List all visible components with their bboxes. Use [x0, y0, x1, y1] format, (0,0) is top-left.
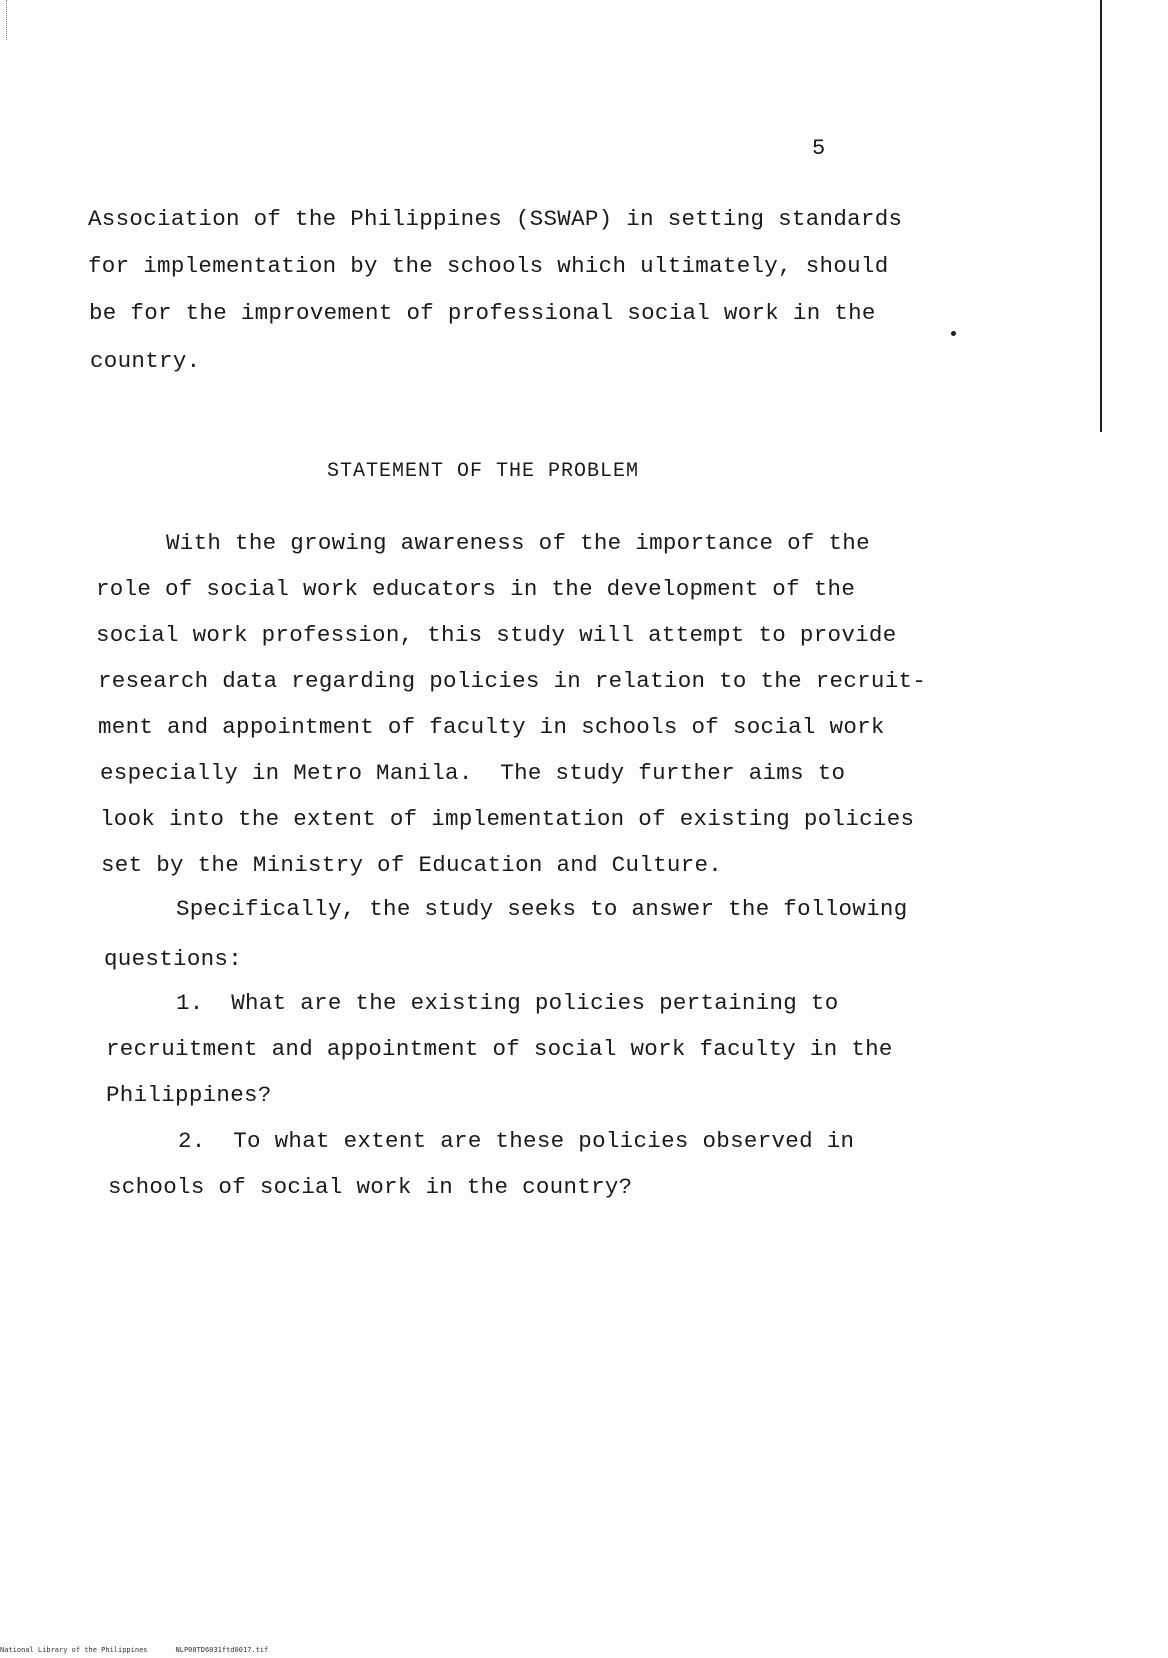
continuation-line: for implementation by the schools which ultimately, should [88, 253, 889, 279]
footer-library: National Library of the Philippines [0, 1646, 148, 1654]
question-line: Philippines? [106, 1082, 272, 1108]
question-line: 1. What are the existing policies pertaining to [176, 990, 839, 1016]
scan-edge-mark [6, 0, 13, 40]
continuation-line: country. [90, 348, 201, 374]
paragraph-line: With the growing awareness of the importance of the [166, 530, 870, 556]
section-heading: STATEMENT OF THE PROBLEM [327, 460, 640, 483]
paragraph-line: research data regarding policies in relation to the recruit- [98, 668, 927, 694]
question-line: recruitment and appointment of social work faculty in the [106, 1036, 893, 1062]
scan-footer [0, 1646, 268, 1654]
continuation-line: Association of the Philippines (SSWAP) in setting standards [88, 206, 903, 232]
margin-rule [1100, 0, 1102, 432]
stray-mark [951, 331, 956, 336]
paragraph-line: role of social work educators in the development of the [96, 576, 856, 602]
paragraph-line: especially in Metro Manila. The study further aims to [100, 760, 846, 786]
paragraph-line: set by the Ministry of Education and Culture. [101, 852, 723, 878]
footer-filename: NLP00TD6031ftd0017.tif [175, 1646, 269, 1654]
page-number: 5 [812, 136, 826, 161]
paragraph-line: social work profession, this study will attempt to provide [96, 622, 897, 648]
question-line: 2. To what extent are these policies observed in [178, 1128, 855, 1154]
specifically-line: Specifically, the study seeks to answer the following [176, 896, 908, 922]
paragraph-line: look into the extent of implementation of existing policies [100, 806, 915, 832]
specifically-line: questions: [104, 946, 243, 972]
paragraph-line: ment and appointment of faculty in schools of social work [98, 714, 885, 740]
continuation-line: be for the improvement of professional social work in the [89, 300, 876, 326]
question-line: schools of social work in the country? [108, 1174, 633, 1200]
